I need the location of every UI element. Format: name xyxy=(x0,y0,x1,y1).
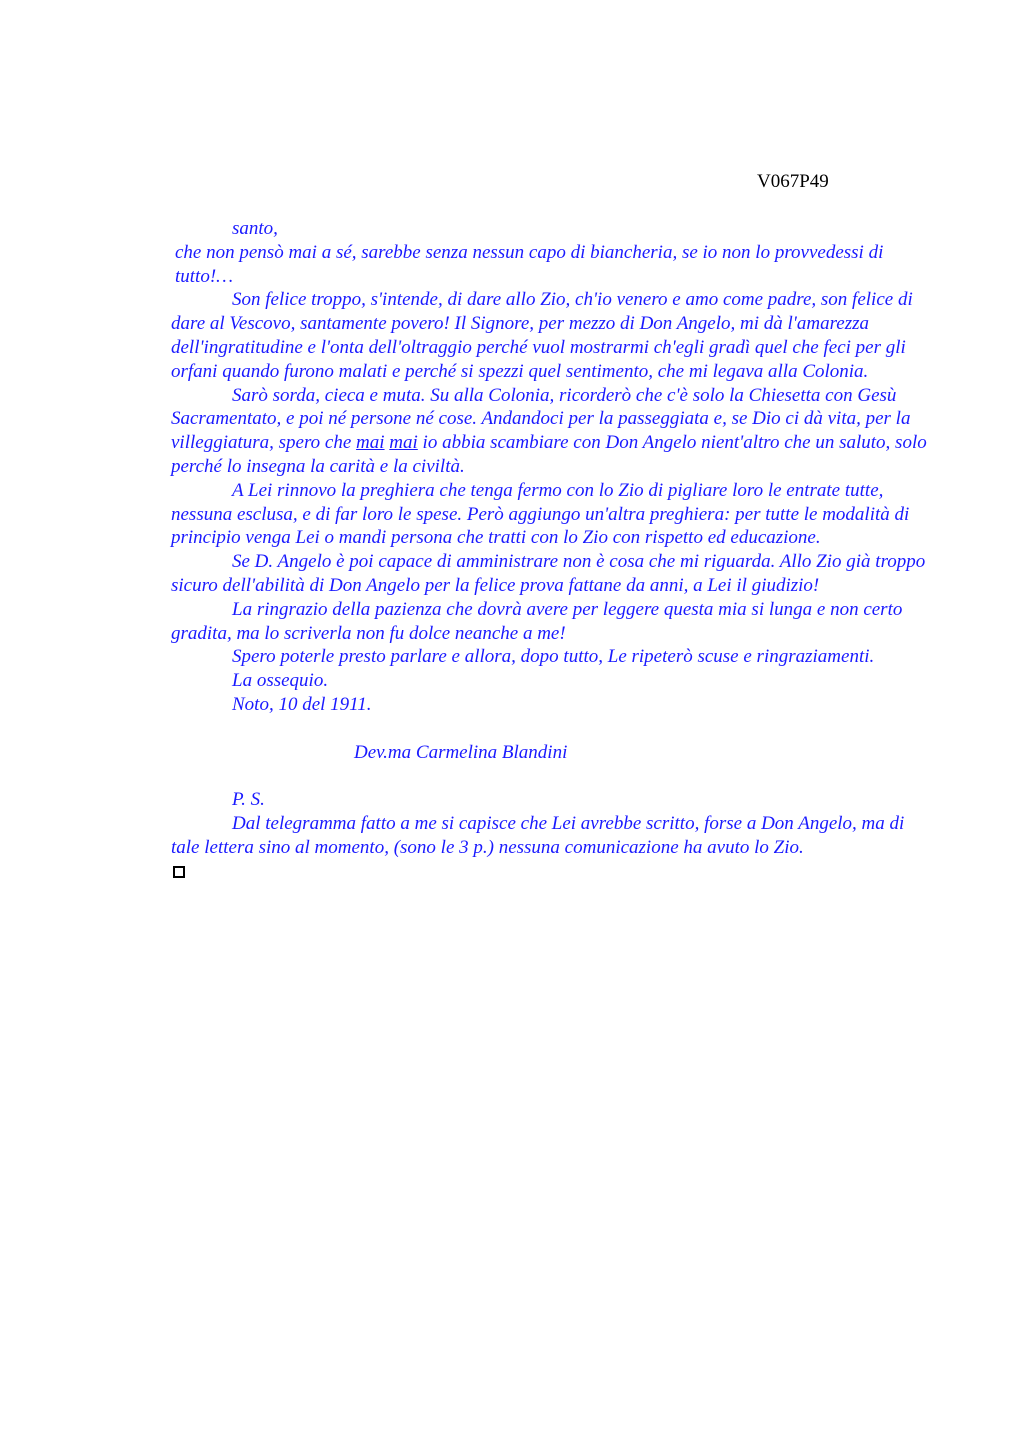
ps-text: Dal telegramma fatto a me si capisce che Lei avrebbe scritto, forse a Don Angelo, ma di tale lettera sino al momento, (sono le 3 p.) nessuna comunicazione ha avuto lo Zio. xyxy=(171,812,905,858)
paragraph-5: La ringrazio della pazienza che dovrà avere per leggere questa mia si lunga e non certo gradita, ma lo scriverla non fu dolce neanche a me! xyxy=(171,598,903,644)
paragraph-2-text-after: io abbia scambiare con Don Angelo nient'altro che un saluto, solo perché lo insegna la carità e la civiltà. xyxy=(171,432,927,477)
end-of-text-box-icon xyxy=(173,866,185,878)
paragraph-6: Spero poterle presto parlare e allora, dopo tutto, Le ripeterò scuse e ringraziamenti. xyxy=(232,646,875,668)
place-date: Noto, 10 del 1911. xyxy=(232,693,372,715)
page-id-label: V067P49 xyxy=(757,171,829,192)
paragraph-2 xyxy=(171,384,931,479)
paragraph-4: Se D. Angelo è poi capace di amministrare non è cosa che mi riguarda. Allo Zio già troppo sicuro dell'abilità di Don Angelo per la felice prova fattane da anni, a Lei il giudizio! xyxy=(171,551,926,596)
continuation-line: che non pensò mai a sé, sarebbe senza nessun capo di biancheria, se io non lo provvedessi di tutto!… xyxy=(175,241,884,287)
paragraph-2-text-before: Sarò sorda, cieca e muta. Su alla Colonia, ricorderò che c'è solo la Chiesetta con Gesù Sacramentato, e poi né persone né cose. Andandoci per la passeggiata e, se Dio ci dà vita, per la villeggiatura, spero che xyxy=(171,384,911,454)
paragraph-1: Son felice troppo, s'intende, di dare allo Zio, ch'io venero e amo come padre, son felice di dare al Vescovo, santamente povero! Il Signore, per mezzo di Don Angelo, mi dà l'amarezza dell'ingratitudine e l'onta dell'oltraggio perché vuol mostrarmi ch'egli gradì quel che feci per gli orfani quando furono malati e perché si spezzi quel sentimento, che mi legava alla Colonia. xyxy=(171,289,913,382)
spacer xyxy=(171,764,931,788)
ps-label: P. S. xyxy=(232,789,265,811)
spacer xyxy=(171,717,931,741)
emphasis-word-1: mai xyxy=(356,432,385,454)
paragraph-3: A Lei rinnovo la preghiera che tenga fermo con lo Zio di pigliare loro le entrate tutte, nessuna esclusa, e di far loro le spese. Però aggiungo un'altra preghiera: per tutte le modalità di principio venga Lei o mandi persona che tratti con lo Zio con rispetto ed educazione. xyxy=(171,479,910,549)
letter-body xyxy=(171,217,931,878)
closing-line: La ossequio. xyxy=(232,670,329,692)
emphasis-word-2: mai xyxy=(389,432,418,454)
opening-fragment: santo, xyxy=(232,218,278,239)
signature: Dev.ma Carmelina Blandini xyxy=(354,741,568,763)
